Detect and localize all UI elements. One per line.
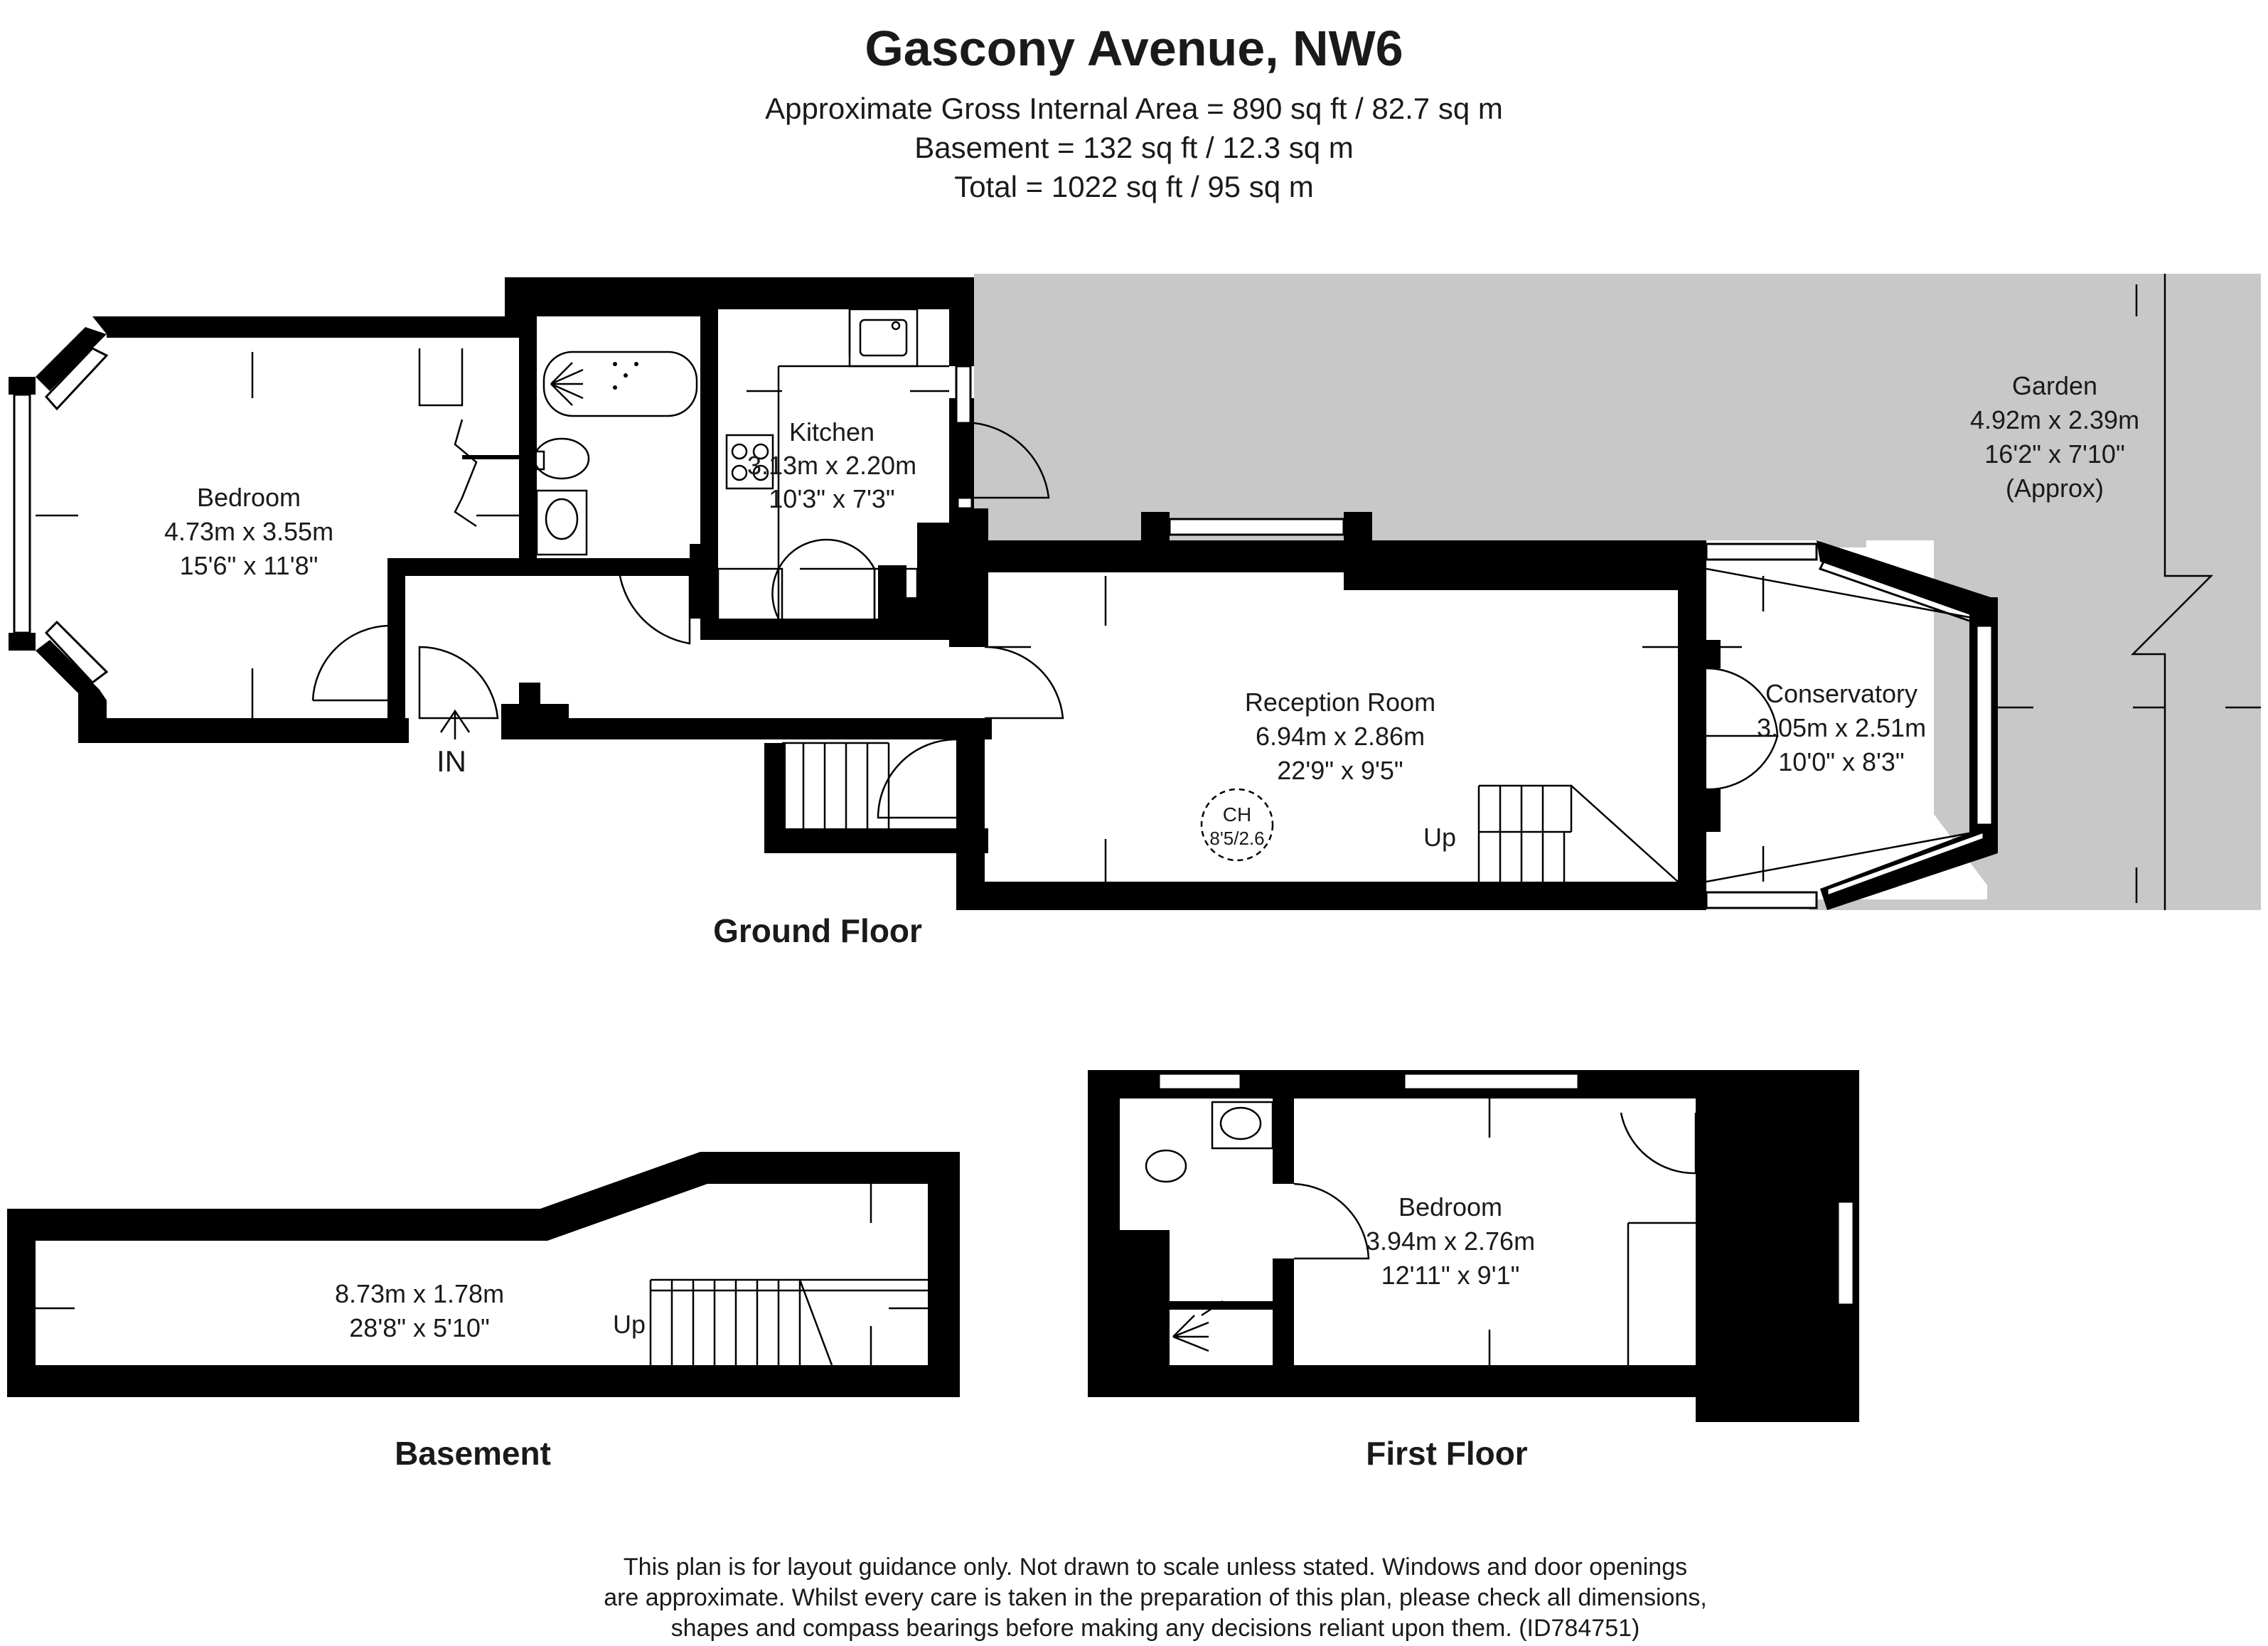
first-bedroom-metric: 3.94m x 2.76m [1365,1227,1536,1256]
ground-bedroom-name: Bedroom [196,483,301,512]
kitchen-name: Kitchen [788,417,875,447]
area-line-3: Total = 1022 sq ft / 95 sq m [954,170,1314,203]
basement [7,1152,960,1472]
disclaimer-line-2: are approximate. Whilst every care is taken in the preparation of this plan, please check all dimensions, [604,1584,1707,1611]
basement-stairs-up: Up [612,1310,646,1339]
reception-name: Reception Room [1244,688,1436,717]
ground-stairs-up: Up [1423,823,1457,852]
conservatory-name: Conservatory [1765,679,1918,708]
plan-title: Gascony Avenue, NW6 [865,21,1403,76]
conservatory-imperial: 10'0" x 8'3" [1778,747,1905,776]
area-line-1: Approximate Gross Internal Area = 890 sq ft / 82.7 sq m [765,92,1503,125]
ch-label: CH [1222,803,1252,825]
kitchen-imperial: 10'3" x 7'3" [769,484,895,513]
garden-note: (Approx) [2005,474,2104,503]
first-floor-label: First Floor [1366,1435,1528,1472]
kitchen-metric: 3.13m x 2.20m [747,451,917,480]
basement-label: Basement [395,1435,551,1472]
area-line-2: Basement = 132 sq ft / 12.3 sq m [914,131,1354,164]
ground-bedroom-imperial: 15'6" x 11'8" [179,551,319,580]
garden-imperial: 16'2" x 7'10" [1984,439,2125,469]
first-floor [1088,1070,1859,1472]
garden-metric: 4.92m x 2.39m [1969,405,2140,434]
bathroom-fixtures [530,352,697,555]
ground-floor [9,274,2261,949]
first-bedroom-imperial: 12'11" x 9'1" [1381,1261,1520,1290]
reception-metric: 6.94m x 2.86m [1255,722,1425,751]
reception-imperial: 22'9" x 9'5" [1277,756,1403,785]
garden-name: Garden [2011,371,2098,400]
garden-area [974,274,2261,910]
disclaimer-line-1: This plan is for layout guidance only. Not drawn to scale unless stated. Windows and door openings [623,1554,1688,1581]
basement-metric: 8.73m x 1.78m [334,1279,505,1308]
basement-imperial: 28'8" x 5'10" [349,1313,490,1342]
disclaimer-line-3: shapes and compass bearings before making any decisions reliant upon them. (ID784751) [670,1615,1640,1642]
ground-bedroom-metric: 4.73m x 3.55m [164,517,334,546]
ch-height: 8'5/2.6 [1209,828,1265,849]
conservatory-metric: 3.05m x 2.51m [1756,713,1927,742]
entrance-label: IN [437,744,466,778]
first-bedroom-name: Bedroom [1398,1192,1503,1222]
ground-floor-label: Ground Floor [713,912,922,949]
